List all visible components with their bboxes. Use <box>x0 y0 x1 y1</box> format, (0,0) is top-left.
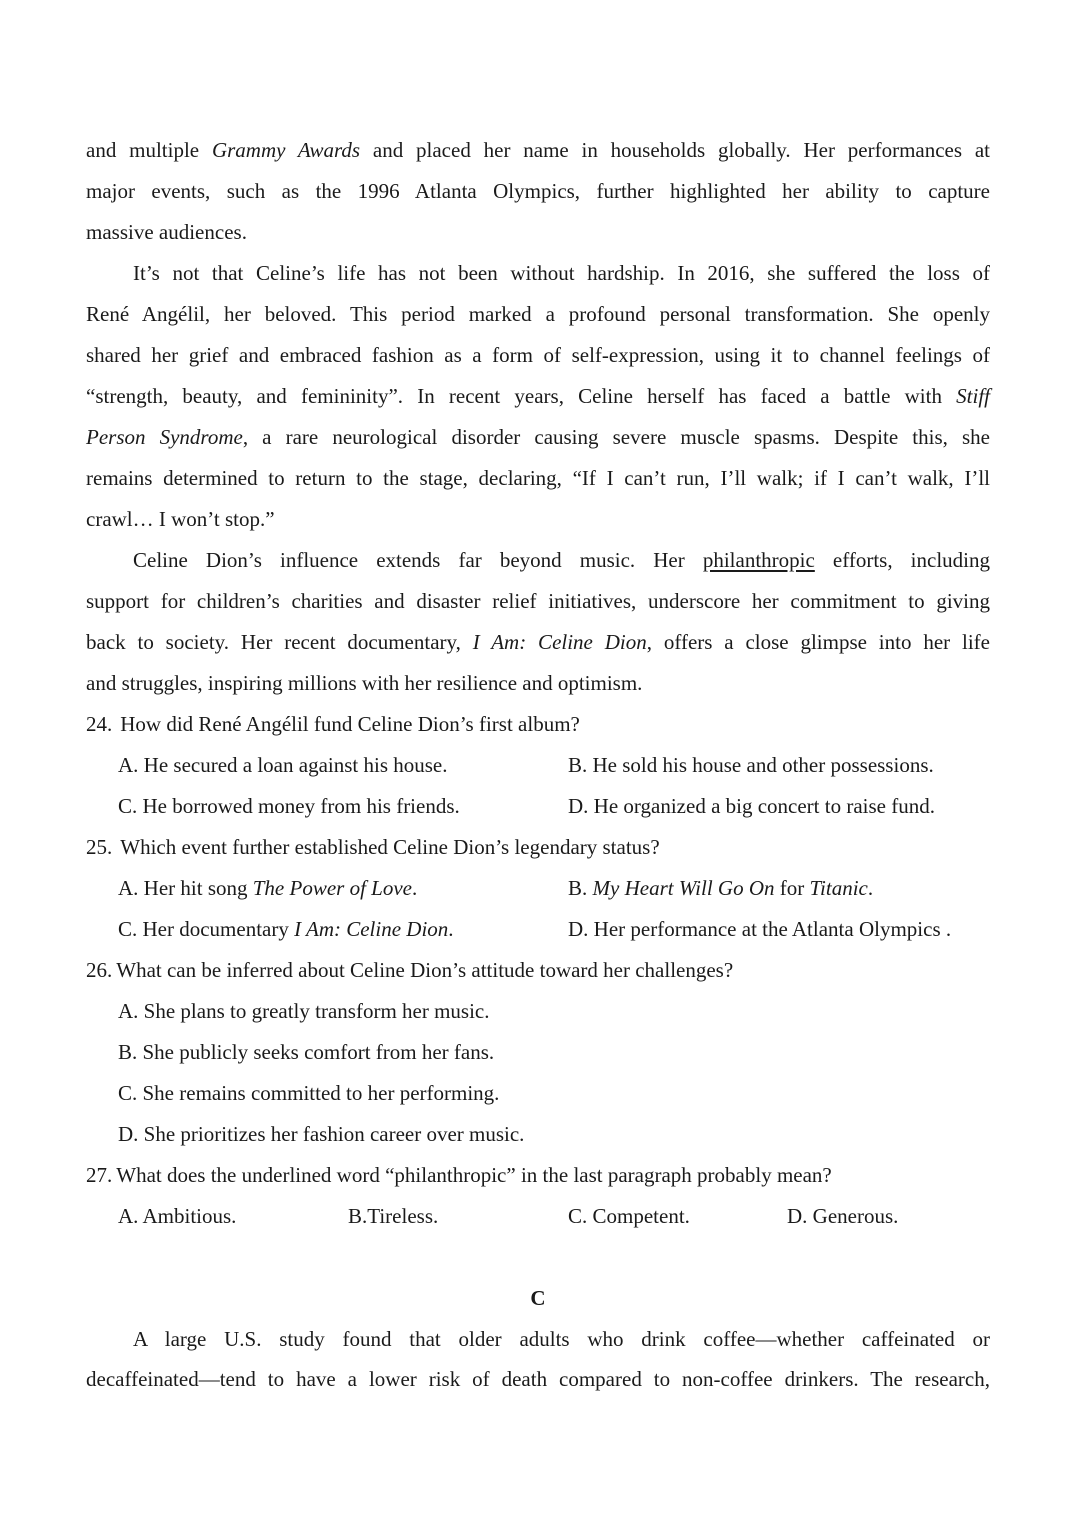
paragraph-line <box>86 663 990 703</box>
paragraph-line <box>86 335 990 375</box>
text-segment: . <box>411 876 418 900</box>
text-segment: massive audiences. <box>86 220 247 244</box>
question-text: What can be inferred about Celine Dion’s attitude toward her challenges? <box>116 958 734 982</box>
question-text: Which event further established Celine Dion’s legendary status? <box>120 835 660 859</box>
text-segment: A. She plans to greatly transform her music. <box>118 999 490 1023</box>
answer-option <box>118 786 460 826</box>
text-segment: and placed her name in households globally. Her performances at <box>360 138 990 162</box>
text-segment: C. He borrowed money from his friends. <box>118 794 460 818</box>
paragraph-line <box>86 171 990 211</box>
italic-text: I Am: Celine Dion <box>294 917 449 941</box>
paragraph-line <box>86 417 990 457</box>
answer-option <box>568 868 873 908</box>
italic-text: Person Syndrome <box>86 425 243 449</box>
question-stem <box>86 827 990 867</box>
answer-option <box>568 1196 690 1236</box>
text-segment: René Angélil, her beloved. This period marked a profound personal transformation. She openly <box>86 302 990 326</box>
answer-option <box>568 786 935 826</box>
text-segment: efforts, including <box>814 548 990 572</box>
text-segment: for <box>774 876 810 900</box>
text-segment: . <box>448 917 454 941</box>
italic-text: Titanic <box>809 876 868 900</box>
answer-option <box>568 909 951 949</box>
text-segment: D. He organized a big concert to raise fund. <box>568 794 935 818</box>
italic-text: Stiff <box>956 384 990 408</box>
text-segment: D. Generous. <box>787 1204 899 1228</box>
paragraph-line <box>133 253 990 293</box>
text-segment: , offers a close glimpse into her life <box>646 630 990 654</box>
text-segment: B. He sold his house and other possessions. <box>568 753 934 777</box>
italic-text: Grammy Awards <box>211 138 361 162</box>
text-segment: , a rare neurological disorder causing severe muscle spasms. Despite this, she <box>242 425 990 449</box>
question-text: What does the underlined word “philanthropic” in the last paragraph probably mean? <box>116 1163 832 1187</box>
paragraph-line <box>86 212 990 252</box>
paragraph-line <box>86 458 990 498</box>
text-segment: B. She publicly seeks comfort from her fans. <box>118 1040 495 1064</box>
italic-text: My Heart Will Go On <box>592 876 775 900</box>
answer-option <box>118 745 448 785</box>
question-number: 26. <box>86 958 113 982</box>
answer-option <box>118 1114 524 1154</box>
question-stem <box>86 704 990 744</box>
paragraph-line <box>86 294 990 334</box>
text-segment: decaffeinated—tend to have a lower risk of death compared to non-coffee drinkers. The research, <box>86 1367 990 1391</box>
text-segment: It’s not that Celine’s life has not been without hardship. In 2016, she suffered the loss of <box>133 261 990 285</box>
text-segment: major events, such as the 1996 Atlanta Olympics, further highlighted her ability to capture <box>86 179 990 203</box>
answer-option <box>118 1073 499 1113</box>
text-segment: remains determined to return to the stage, declaring, “If I can’t run, I’ll walk; if I can’t walk, I’ll <box>86 466 990 490</box>
text-segment: D. Her performance at the Atlanta Olympics . <box>568 917 952 941</box>
answer-option <box>118 1196 236 1236</box>
text-segment: . <box>867 876 874 900</box>
text-segment: and struggles, inspiring millions with her resilience and optimism. <box>86 671 643 695</box>
text-segment: A large U.S. study found that older adults who drink coffee—whether caffeinated or <box>133 1327 990 1351</box>
text-segment: C. Her documentary <box>118 917 295 941</box>
underlined-word: philanthropic <box>702 548 815 572</box>
italic-text: The Power of Love <box>252 876 412 900</box>
text-segment: B. <box>568 876 593 900</box>
text-segment: shared her grief and embraced fashion as a form of self-expression, using it to channel feelings of <box>86 343 990 367</box>
answer-option <box>787 1196 898 1236</box>
question-number: 27. <box>86 1163 113 1187</box>
text-segment: “strength, beauty, and femininity”. In recent years, Celine herself has faced a battle with <box>86 384 957 408</box>
answer-option <box>118 991 490 1031</box>
text-segment: Celine Dion’s influence extends far beyond music. Her <box>133 548 703 572</box>
paragraph-line <box>133 1319 990 1359</box>
text-segment: C. Competent. <box>568 1204 690 1228</box>
paragraph-line <box>133 540 990 580</box>
text-segment: back to society. Her recent documentary, <box>86 630 473 654</box>
text-segment: support for children’s charities and disaster relief initiatives, underscore her commitment to giving <box>86 589 990 613</box>
paragraph-line <box>86 499 990 539</box>
answer-option <box>118 909 454 949</box>
question-stem <box>86 950 990 990</box>
paragraph-line <box>86 130 990 170</box>
paragraph-line <box>86 581 990 621</box>
question-stem <box>86 1155 990 1195</box>
text-segment: D. She prioritizes her fashion career over music. <box>118 1122 525 1146</box>
text-segment: B.Tireless. <box>348 1204 439 1228</box>
paragraph-line <box>86 622 990 662</box>
answer-option <box>568 745 934 785</box>
text-segment: A. He secured a loan against his house. <box>118 753 448 777</box>
text-segment: A. Her hit song <box>118 876 253 900</box>
paragraph-line <box>86 376 990 416</box>
question-text: How did René Angélil fund Celine Dion’s first album? <box>120 712 580 736</box>
italic-text: I Am: Celine Dion <box>472 630 647 654</box>
section-heading: C <box>530 1286 546 1310</box>
text-segment: A. Ambitious. <box>118 1204 237 1228</box>
text-segment: crawl… I won’t stop.” <box>86 507 275 531</box>
paragraph-line <box>86 1359 990 1399</box>
text-segment: C. She remains committed to her performing. <box>118 1081 500 1105</box>
answer-option <box>348 1196 438 1236</box>
answer-option <box>118 868 417 908</box>
question-number: 24. <box>86 712 113 736</box>
question-number: 25. <box>86 835 113 859</box>
answer-option <box>118 1032 494 1072</box>
text-segment: and multiple <box>86 138 212 162</box>
